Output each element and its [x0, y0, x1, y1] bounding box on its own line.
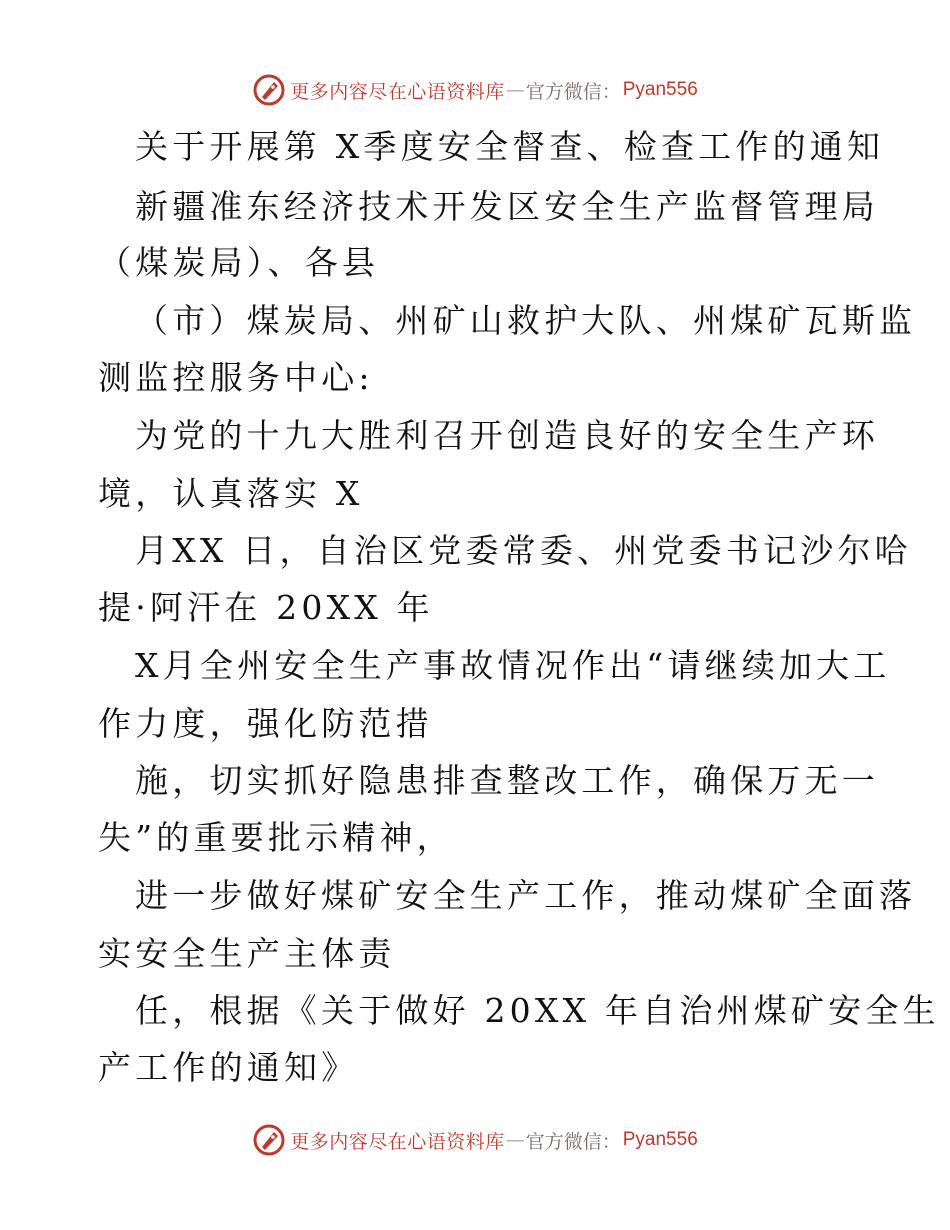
watermark-official-label: 官方微信：	[525, 80, 621, 103]
text-line: 产工作的通知》	[98, 1048, 359, 1087]
text-line: （市）煤炭局、州矿山救护大队、州煤矿瓦斯监	[135, 301, 917, 340]
text-line: X月全州安全生产事故情况作出“请继续加大工	[135, 646, 891, 685]
text-line: 失”的重要批示精神，	[98, 818, 454, 857]
text-line: 为党的十九大胜利召开创造良好的安全生产环	[135, 416, 879, 455]
text-line: 作力度，强化防范措	[98, 704, 433, 743]
text-line: 境，认真落实 X	[98, 474, 364, 513]
text-line: （煤炭局）、各县	[98, 243, 380, 282]
watermark-wechat-id: Pyan556	[622, 79, 698, 100]
text-line: 任，根据《关于做好 20XX 年自治州煤矿安全生	[135, 991, 940, 1030]
text-line: 进一步做好煤矿安全生产工作，推动煤矿全面落	[135, 876, 917, 915]
document-title: 关于开展第 X季度安全督查、检查工作的通知	[135, 127, 885, 166]
text-line: 新疆准东经济技术开发区安全生产监督管理局	[135, 187, 879, 226]
watermark-official-label: 官方微信：	[525, 1130, 621, 1153]
watermark-dash: —	[505, 1129, 525, 1151]
watermark-text: 更多内容尽在心语资料库	[290, 80, 505, 103]
text-line: 提·阿汗在 20XX 年	[98, 588, 434, 627]
text-line: 月XX 日，自治区党委常委、州党委书记沙尔哈	[135, 531, 912, 570]
watermark-dash: —	[505, 79, 525, 101]
watermark-wechat-id: Pyan556	[622, 1129, 698, 1150]
pen-nib-circle-icon	[252, 1123, 286, 1157]
text-line: 施，切实抓好隐患排查整改工作，确保万无一	[135, 761, 879, 800]
text-line: 实安全生产主体责	[98, 934, 396, 973]
watermark-banner-bottom	[0, 1120, 950, 1160]
text-line: 测监控服务中心:	[98, 358, 374, 397]
watermark-text: 更多内容尽在心语资料库	[290, 1130, 505, 1153]
